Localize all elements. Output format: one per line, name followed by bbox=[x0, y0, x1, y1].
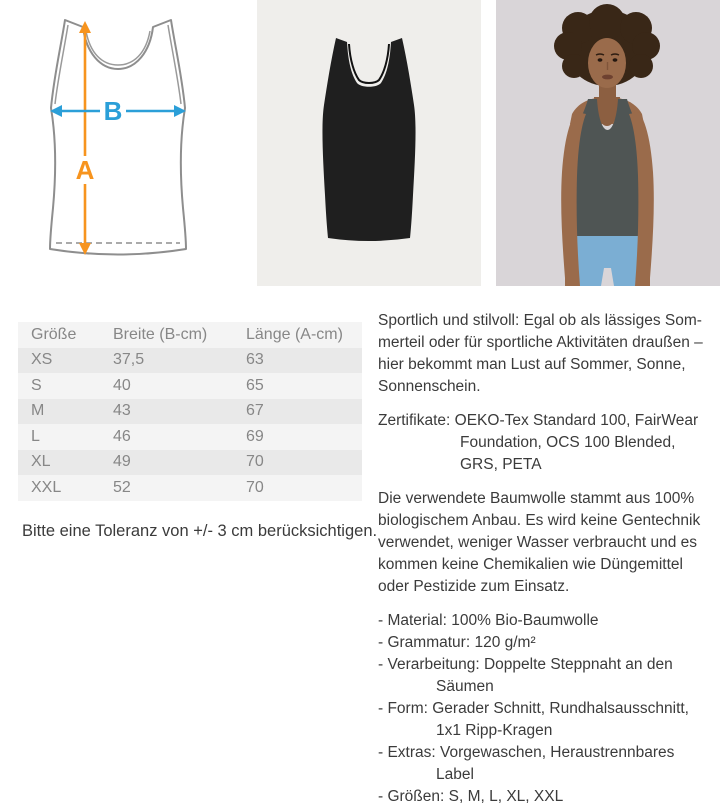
cell-size: XXL bbox=[31, 478, 62, 496]
cell-size: XS bbox=[31, 351, 53, 369]
tanktop-outline bbox=[50, 20, 186, 255]
black-tanktop-shape bbox=[322, 38, 415, 241]
length-measure-label: A bbox=[75, 155, 95, 185]
spec-list-item: - Material: 100% Bio-Baumwolle bbox=[378, 612, 599, 629]
tolerance-note: Bitte eine Toleranz von +/- 3 cm berücksichtigen. bbox=[22, 522, 378, 540]
spec-list-item: - Form: Gerader Schnitt, Rundhalsausschnitt, 1x1 Ripp-Kragen bbox=[378, 700, 689, 739]
size-table-row bbox=[18, 373, 362, 399]
size-table-row bbox=[18, 424, 362, 450]
size-table-row bbox=[18, 450, 362, 476]
size-table-row bbox=[18, 348, 362, 374]
black-tanktop-image bbox=[257, 0, 481, 286]
cell-length: 65 bbox=[246, 376, 264, 394]
measurement-diagram bbox=[40, 12, 200, 272]
description-certificates: Zertifikate: OEKO-Tex Standard 100, FairWear Foundation, OCS 100 Blended, GRS, PETA bbox=[378, 412, 699, 473]
cell-size: XL bbox=[31, 453, 51, 471]
product-photo-flat bbox=[257, 0, 481, 286]
size-table-body bbox=[18, 348, 362, 501]
spec-list-item: - Verarbeitung: Doppelte Steppnaht an den Säumen bbox=[378, 656, 673, 695]
spec-list-item: - Grammatur: 120 g/m² bbox=[378, 634, 536, 651]
description-intro: Sportlich und stilvoll: Egal ob als lässiges Sommerteil oder für sportliche Aktivitäten draußen – hier bekommt man Lust auf Sommer, Sonne, Sonnenschein. bbox=[378, 312, 703, 395]
black-tanktop-collar bbox=[349, 44, 389, 83]
product-photo-model bbox=[496, 0, 720, 286]
spec-list-item: - Extras: Vorgewaschen, Heraustrennbares Label bbox=[378, 744, 675, 783]
cell-width: 40 bbox=[113, 376, 131, 394]
width-measure-label: B bbox=[103, 96, 123, 126]
model-image bbox=[496, 0, 720, 286]
size-table-header-cell: Länge (A-cm) bbox=[246, 325, 343, 343]
size-table-row bbox=[18, 399, 362, 425]
cell-length: 70 bbox=[246, 453, 264, 471]
size-table-header-row bbox=[18, 322, 362, 348]
cell-width: 37,5 bbox=[113, 351, 145, 369]
cell-width: 52 bbox=[113, 478, 131, 496]
size-table bbox=[18, 322, 362, 501]
cell-width: 43 bbox=[113, 402, 131, 420]
description-cotton: Die verwendete Baumwolle stammt aus 100% biologischem Anbau. Es wird keine Gentechnik verwendet, weniger Wasser verbraucht und es kommen keine Chemikalien wie Düngemittel oder Pestizide zum Einsatz. bbox=[378, 490, 701, 595]
cell-size: M bbox=[31, 402, 45, 420]
size-table-header-cell: Größe bbox=[31, 325, 77, 343]
cell-length: 63 bbox=[246, 351, 264, 369]
cell-width: 49 bbox=[113, 453, 131, 471]
cell-length: 67 bbox=[246, 402, 264, 420]
product-description bbox=[378, 310, 712, 808]
cell-length: 69 bbox=[246, 427, 264, 445]
cell-width: 46 bbox=[113, 427, 131, 445]
size-table-header-cell: Breite (B-cm) bbox=[113, 325, 208, 343]
cell-size: L bbox=[31, 427, 40, 445]
spec-list bbox=[378, 610, 712, 808]
size-table-row bbox=[18, 475, 362, 501]
cell-length: 70 bbox=[246, 478, 264, 496]
cell-size: S bbox=[31, 376, 42, 394]
measurement-diagram-panel bbox=[0, 0, 240, 286]
spec-list-item: - Größen: S, M, L, XL, XXL bbox=[378, 788, 564, 805]
